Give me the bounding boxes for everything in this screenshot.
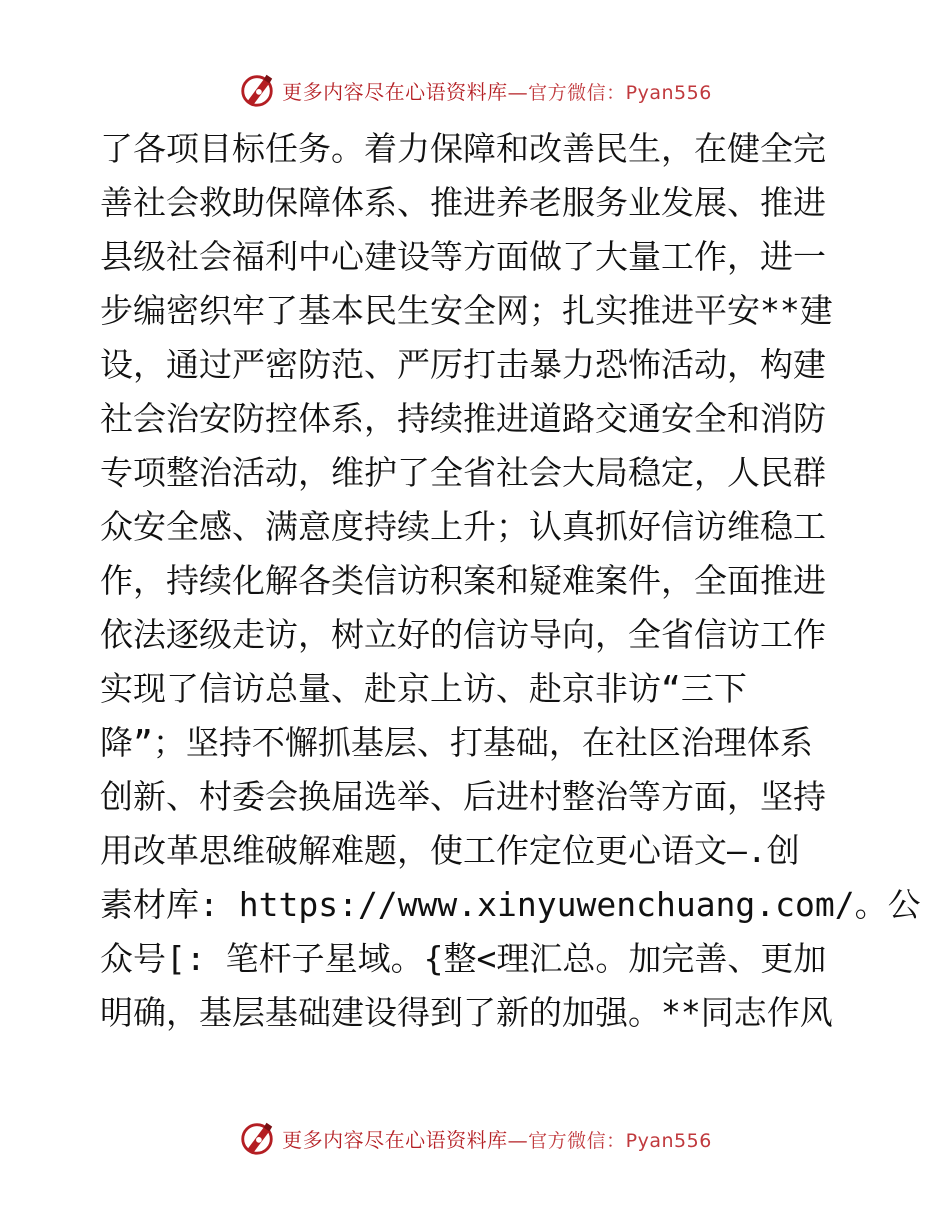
body-line: 了各项目标任务。着力保障和改善民生，在健全完 — [100, 129, 826, 168]
footer-banner-text — [282, 1124, 712, 1153]
pen-logo-icon — [238, 71, 276, 109]
body-line: 创新、村委会换届选举、后进村整治等方面，坚持 — [100, 777, 826, 816]
footer-wechat: 官方微信：Pyan556 — [528, 1129, 712, 1152]
body-line: 县级社会福利中心建设等方面做了大量工作，进一 — [100, 237, 826, 276]
body-line: 作，持续化解各类信访积案和疑难案件，全面推进 — [100, 561, 826, 600]
body-line: 社会治安防控体系，持续推进道路交通安全和消防 — [100, 399, 826, 438]
body-line: 众号[: 笔杆子星域。{整<理汇总。加完善、更加 — [100, 939, 827, 978]
body-line: 明确，基层基础建设得到了新的加强。**同志作风 — [100, 993, 833, 1032]
body-line: 善社会救助保障体系、推进养老服务业发展、推进 — [100, 183, 826, 222]
header-banner — [0, 70, 950, 110]
header-banner-text — [282, 76, 712, 105]
pen-logo-icon — [238, 1119, 276, 1157]
body-line: 用改革思维破解难题，使工作定位更心语文—.创 — [100, 831, 800, 870]
body-line: 专项整治活动，维护了全省社会大局稳定，人民群 — [100, 453, 826, 492]
header-wechat: 官方微信：Pyan556 — [528, 81, 712, 104]
body-line: 降”；坚持不懈抓基层、打基础，在社区治理体系 — [100, 723, 813, 762]
header-site-name: 更多内容尽在心语资料库— — [282, 79, 529, 104]
body-line: 众安全感、满意度持续上升；认真抓好信访维稳工 — [100, 507, 826, 546]
document-body — [100, 122, 921, 1040]
body-line: 素材库: https://www.xinyuwenchuang.com/。公 — [100, 885, 921, 924]
body-line: 设，通过严密防范、严厉打击暴力恐怖活动，构建 — [100, 345, 826, 384]
footer-banner — [0, 1118, 950, 1158]
body-line: 实现了信访总量、赴京上访、赴京非访“三下 — [100, 669, 747, 708]
body-line: 依法逐级走访，树立好的信访导向，全省信访工作 — [100, 615, 826, 654]
body-line: 步编密织牢了基本民生安全网；扎实推进平安**建 — [100, 291, 833, 330]
footer-site-name: 更多内容尽在心语资料库— — [282, 1127, 529, 1152]
